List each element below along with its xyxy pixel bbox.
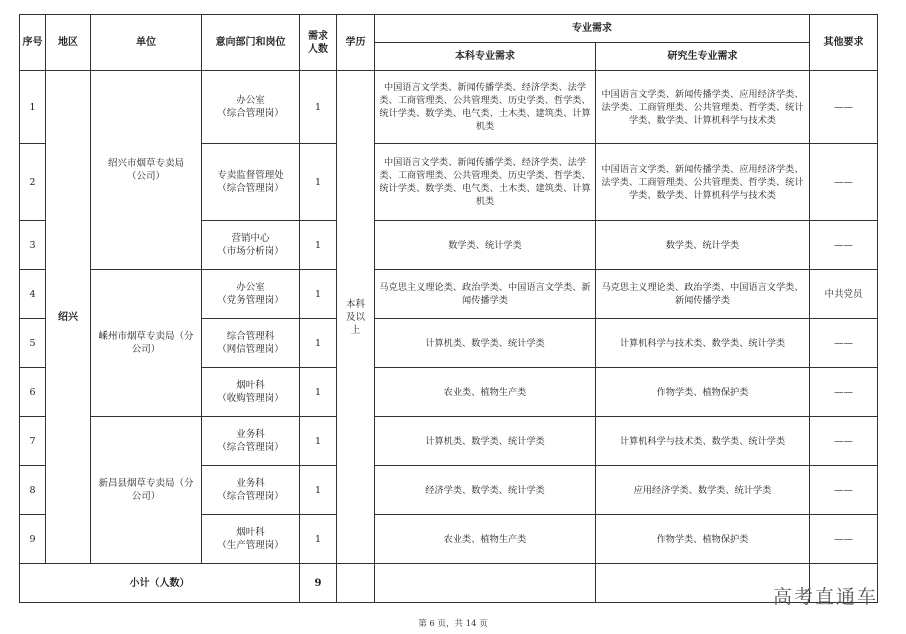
row-dept: [202, 466, 300, 515]
row-dept: [202, 270, 300, 319]
dept-name: 办公室: [236, 95, 265, 106]
dept-post: （党务管理岗）: [217, 295, 284, 306]
row-ug: 中国语言文学类、新闻传播学类、经济学类、法学类、工商管理类、公共管理类、历史学类、哲学类、统计学类、数学类、电气类、土木类、建筑类、计算机类: [375, 144, 596, 221]
row-count: 1: [300, 270, 337, 319]
unit-cell: 新昌县烟草专卖局（分公司）: [91, 417, 202, 564]
row-other: ——: [810, 515, 878, 564]
subtotal-label: 小计（人数）: [20, 564, 300, 603]
header-pg: 研究生专业需求: [596, 43, 810, 71]
row-ug: 中国语言文学类、新闻传播学类、经济学类、法学类、工商管理类、公共管理类、历史学类、哲学类、统计学类、数学类、电气类、土木类、建筑类、计算机类: [375, 71, 596, 144]
row-ug: 计算机类、数学类、统计学类: [375, 319, 596, 368]
dept-post: （收购管理岗）: [217, 393, 284, 404]
page-footer: 第 6 页，共 14 页: [418, 619, 488, 629]
row-ug: 数学类、统计学类: [375, 221, 596, 270]
unit-cell: 嵊州市烟草专卖局（分公司）: [91, 270, 202, 417]
subtotal-empty: [337, 564, 375, 603]
region-cell: 绍兴: [46, 71, 91, 564]
row-pg: 作物学类、植物保护类: [596, 515, 810, 564]
watermark-text: 高考直通车: [772, 586, 878, 608]
row-other: 中共党员: [810, 270, 878, 319]
row-other: ——: [810, 319, 878, 368]
row-pg: 马克思主义理论类、政治学类、中国语言文学类、新闻传播学类: [596, 270, 810, 319]
row-pg: 应用经济学类、数学类、统计学类: [596, 466, 810, 515]
row-pg: 中国语言文学类、新闻传播学类、应用经济学类、法学类、工商管理类、公共管理类、哲学类、统计学类、数学类、计算机科学与技术类: [596, 71, 810, 144]
row-count: 1: [300, 71, 337, 144]
row-ug: 经济学类、数学类、统计学类: [375, 466, 596, 515]
row-dept: [202, 71, 300, 144]
header-edu: 学历: [337, 15, 375, 71]
header-row: [20, 15, 878, 43]
row-count: 1: [300, 144, 337, 221]
dept-name: 专卖监督管理处: [217, 170, 284, 181]
row-dept: [202, 144, 300, 221]
header-unit: 单位: [91, 15, 202, 71]
subtotal-empty: [375, 564, 596, 603]
row-count: 1: [300, 515, 337, 564]
dept-post: （综合管理岗）: [217, 491, 284, 502]
row-ug: 农业类、植物生产类: [375, 368, 596, 417]
header-other: 其他要求: [810, 15, 878, 71]
header-seq: 序号: [20, 15, 46, 71]
table-row: [20, 417, 878, 466]
dept-post: （综合管理岗）: [217, 442, 284, 453]
row-other: ——: [810, 417, 878, 466]
dept-post: （生产管理岗）: [217, 540, 284, 551]
table-row: [20, 71, 878, 144]
row-seq: 6: [20, 368, 46, 417]
dept-post: （综合管理岗）: [217, 183, 284, 194]
dept-name: 办公室: [236, 282, 265, 293]
row-other: ——: [810, 368, 878, 417]
dept-name: 烟叶科: [236, 527, 265, 538]
dept-name: 烟叶科: [236, 380, 265, 391]
row-seq: 1: [20, 71, 46, 144]
row-other: ——: [810, 71, 878, 144]
education-cell: 本科及以上: [337, 71, 375, 564]
row-seq: 8: [20, 466, 46, 515]
row-count: 1: [300, 466, 337, 515]
row-pg: 计算机科学与技术类、数学类、统计学类: [596, 319, 810, 368]
row-dept: [202, 417, 300, 466]
dept-post: （网信管理岗）: [217, 344, 284, 355]
row-other: ——: [810, 144, 878, 221]
row-seq: 7: [20, 417, 46, 466]
row-other: ——: [810, 466, 878, 515]
row-count: 1: [300, 319, 337, 368]
dept-name: 营销中心: [231, 233, 270, 244]
header-major: 专业需求: [375, 15, 810, 43]
header-count: 需求人数: [300, 15, 337, 71]
subtotal-count: 9: [300, 564, 337, 603]
subtotal-row: [20, 564, 878, 603]
row-dept: [202, 515, 300, 564]
row-dept: [202, 221, 300, 270]
row-pg: 数学类、统计学类: [596, 221, 810, 270]
recruitment-table: [19, 14, 878, 603]
dept-post: （综合管理岗）: [217, 108, 284, 119]
header-dept: 意向部门和岗位: [202, 15, 300, 71]
dept-post: （市场分析岗）: [217, 246, 284, 257]
row-count: 1: [300, 221, 337, 270]
dept-name: 综合管理科: [226, 331, 275, 342]
row-ug: 计算机类、数学类、统计学类: [375, 417, 596, 466]
dept-name: 业务科: [236, 429, 265, 440]
row-pg: 计算机科学与技术类、数学类、统计学类: [596, 417, 810, 466]
row-dept: [202, 319, 300, 368]
row-other: ——: [810, 221, 878, 270]
row-seq: 2: [20, 144, 46, 221]
header-region: 地区: [46, 15, 91, 71]
dept-name: 业务科: [236, 478, 265, 489]
row-dept: [202, 368, 300, 417]
header-ug: 本科专业需求: [375, 43, 596, 71]
table-row: [20, 270, 878, 319]
row-seq: 3: [20, 221, 46, 270]
row-count: 1: [300, 417, 337, 466]
row-ug: 马克思主义理论类、政治学类、中国语言文学类、新闻传播学类: [375, 270, 596, 319]
row-seq: 4: [20, 270, 46, 319]
row-ug: 农业类、植物生产类: [375, 515, 596, 564]
row-pg: 作物学类、植物保护类: [596, 368, 810, 417]
unit-cell: 绍兴市烟草专卖局（公司）: [91, 71, 202, 270]
row-seq: 9: [20, 515, 46, 564]
row-pg: 中国语言文学类、新闻传播学类、应用经济学类、法学类、工商管理类、公共管理类、哲学类、统计学类、数学类、计算机科学与技术类: [596, 144, 810, 221]
row-seq: 5: [20, 319, 46, 368]
row-count: 1: [300, 368, 337, 417]
